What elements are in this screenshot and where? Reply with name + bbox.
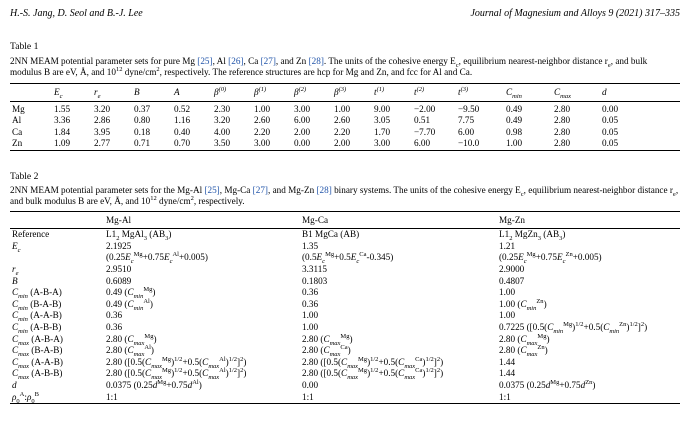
table2-cell-mgal: $L1_2$ MgAl$_3$ $(AB_3)$ (106, 229, 172, 243)
table1-col-header: $r_e$ (92, 83, 132, 101)
table2-cell-mgzn: $L1_2$ MgZn$_3$ $(AB_3)$ (499, 229, 566, 243)
table1-cell: 3.50 (214, 138, 231, 149)
page-header (10, 8, 680, 20)
table1-cell: 2.80 (554, 103, 571, 114)
table1-cell: 6.00 (294, 115, 311, 126)
table2-col-header: Mg-Ca (300, 212, 497, 229)
table1-col-header: $t^{(1)}$ (372, 83, 412, 101)
table2-row (10, 345, 680, 357)
table2-cell-mgzn: 1.00 (499, 310, 516, 321)
table2-cell-mgca: 0.36 (302, 287, 319, 298)
table2-row (10, 252, 680, 264)
parameter-label: $C_{min}$ (A-B-B) (12, 321, 62, 335)
table2-cell-mgal: 0.36 (106, 310, 123, 321)
table2-cell-mgzn: 2.80 $(C_{max}^{Mg})$ (499, 332, 550, 347)
table2-cell-mgca: B1 MgCa (AB) (302, 229, 360, 240)
table2-cell-mgca: 2.80 $(C_{max}^{Ca})$ (302, 344, 351, 358)
table1-cell: 0.00 (294, 138, 311, 149)
table2-cell-mgal: 0.6089 (106, 275, 132, 286)
parameter-label: $C_{max}$ (A-B-B) (12, 368, 63, 382)
ref-link[interactable]: [26] (228, 55, 244, 66)
ref-link[interactable]: [27] (260, 55, 276, 66)
table1-cell: 3.20 (214, 115, 231, 126)
table1-cell: 1.00 (254, 103, 271, 114)
table2-cell-mgzn: 1.44 (499, 356, 516, 367)
table1-cell: 0.49 (506, 103, 523, 114)
table2-cell-mgzn: 1.44 (499, 368, 516, 379)
table1-cell: 3.20 (94, 103, 111, 114)
table1-cell: 0.05 (602, 126, 619, 137)
table2-cell-mgca: 0.36 (302, 298, 319, 309)
table2-cell-mgal: 1:1 (106, 391, 118, 402)
table1-cell: 2.80 (554, 138, 571, 149)
table1-col-header: $E_c$ (52, 83, 92, 101)
table1-cell: 4.00 (214, 126, 231, 137)
parameter-label: $E_c$ (12, 240, 21, 254)
parameter-label: $C_{max}$ (A-B-A) (12, 333, 63, 347)
table1-cell: 1.00 (506, 138, 523, 149)
ref-link[interactable]: [27] (252, 185, 268, 196)
table2-cell-mgca: 2.80 $([0.5(C_{max}^{Mg})^{1/2}+0.5(C_{max}^{Ca})^{1/2}]^2)$ (302, 367, 444, 382)
table2-cell-mgzn: 1:1 (499, 391, 511, 402)
parameter-label: $C_{min}$ (A-A-B) (12, 310, 62, 324)
table1-row (10, 127, 680, 139)
table2-cell-mgal: 2.80 $([0.5(C_{max}^{Mg})^{1/2}+0.5(C_{max}^{Al})^{1/2}]^2)$ (106, 355, 247, 370)
table1-col-header: A (172, 83, 212, 101)
table2-cell-mgzn: 1.21 (499, 240, 516, 251)
table1-col-header (10, 83, 52, 101)
table2-cell-mgal: 2.80 $(C_{max}^{Mg})$ (106, 332, 157, 347)
element-label: Al (12, 115, 22, 126)
table2-row (10, 287, 680, 299)
table2-row (10, 299, 680, 311)
table1-header-row (10, 83, 680, 101)
table1-cell: 2.00 (294, 126, 311, 137)
table2-cell-mgzn: 0.0375 $(0.25d^{Mg}+0.75d^{Zn})$ (499, 378, 596, 390)
table1-title: Table 1 (10, 41, 39, 52)
parameter-label: $C_{min}$ (B-A-B) (12, 298, 62, 312)
table2-cell-mgca: 0.1803 (302, 275, 328, 286)
table2-col-header: Mg-Al (104, 212, 300, 229)
table2-caption: 2NN MEAM potential parameter sets for the Mg-Al [25], Mg-Ca [27], and Mg-Zn [28] binary systems. The units of the cohesive energy $E_c$, equilibrium nearest-neighbor distance $r_e$, and bulk modulus B are eV, Å, and $10^{12}$ dyne/$cm^2$, respectively. (10, 185, 679, 207)
table1-cell: 2.00 (334, 138, 351, 149)
table2-cell-mgzn: 1.00 $(C_{min}^{Zn})$ (499, 297, 547, 312)
table2-cell-mgal: 2.1925 (106, 240, 132, 251)
table1-cell: 0.00 (602, 103, 619, 114)
table1-cell: 6.00 (458, 126, 475, 137)
parameter-label: B (12, 275, 18, 286)
table1-col-header: d (600, 83, 680, 101)
table1-cell: 3.05 (374, 115, 391, 126)
parameter-label: Reference (12, 229, 50, 240)
table1-row (10, 138, 680, 150)
table2-cell-mgca: 2.80 $([0.5(C_{max}^{Mg})^{1/2}+0.5(C_{max}^{Ca})^{1/2}]^2)$ (302, 355, 444, 370)
table2-cell-mgca: 1.00 (302, 321, 319, 332)
table1-cell: 0.18 (134, 126, 151, 137)
table1-cell: 0.37 (134, 103, 151, 114)
table1-cell: 2.30 (214, 103, 231, 114)
table1-cell: 0.52 (174, 103, 191, 114)
table2-cell-mgca: 0.00 (302, 379, 319, 390)
table1-cell: 0.49 (506, 115, 523, 126)
journal-citation: Journal of Magnesium and Alloys 9 (2021) 317–335 (470, 8, 680, 19)
table1-cell: 0.71 (134, 138, 151, 149)
table2-cell-mgca: 3.3115 (302, 263, 327, 274)
table1-col-header: $\beta^{(3)}$ (332, 83, 372, 101)
table2-cell-mgzn: 1.00 (499, 287, 516, 298)
table1-cell: 2.20 (254, 126, 271, 137)
table1-col-header: $t^{(2)}$ (412, 83, 456, 101)
table2-cell-mgzn: 0.4807 (499, 275, 525, 286)
table2-row (10, 380, 680, 392)
table1-col-header: $C_{max}$ (552, 83, 600, 101)
table1-cell: 1.16 (174, 115, 191, 126)
table1-cell: 2.80 (554, 115, 571, 126)
article-page (10, 8, 680, 404)
table1-cell: −10.0 (458, 138, 480, 149)
element-label: Mg (12, 103, 25, 114)
table1-cell: 0.05 (602, 115, 619, 126)
table2-cell-mgzn: 2.80 $(C_{max}^{Zn})$ (499, 344, 548, 358)
element-label: Ca (12, 126, 23, 137)
table2-row (10, 392, 680, 404)
parameter-label: d (12, 379, 17, 390)
table1-cell: 1.09 (54, 138, 71, 149)
table1 (10, 83, 680, 151)
table1-cell: 3.36 (54, 115, 71, 126)
table1-cell: 0.05 (602, 138, 619, 149)
table1-cell: 0.98 (506, 126, 523, 137)
table1-cell: 2.77 (94, 138, 111, 149)
table1-cell: 0.40 (174, 126, 191, 137)
table2-row (10, 264, 680, 276)
table1-cell: 2.86 (94, 115, 111, 126)
table1-row (10, 115, 680, 127)
table1-col-header: $\beta^{(2)}$ (292, 83, 332, 101)
table2-cell-mgal: 0.49 $(C_{min}^{Mg})$ (106, 286, 156, 300)
table1-cell: 0.70 (174, 138, 191, 149)
table1-cell: −9.50 (458, 103, 480, 114)
table2-cell-mgca: 1:1 (302, 391, 314, 402)
table2-cell-mgal: 2.80 $(C_{max}^{Al})$ (106, 344, 154, 358)
table1-cell: 0.51 (414, 115, 431, 126)
table2-cell-mgca: $(0.5E_c^{Mg}+0.5E_c^{Ca}-0.345)$ (302, 251, 394, 266)
parameter-label: $C_{max}$ (B-A-B) (12, 345, 63, 358)
table2-cell-mgal: 0.0375 $(0.25d^{Mg}+0.75d^{Al})$ (106, 378, 202, 390)
table1-cell: 7.75 (458, 115, 475, 126)
table1-cell: 6.00 (414, 138, 431, 149)
table1-cell: 1.55 (54, 103, 71, 114)
ref-link[interactable]: [25] (197, 55, 213, 66)
table1-cell: 0.80 (134, 115, 151, 126)
table2-row (10, 241, 680, 253)
table2-row (10, 276, 680, 288)
table2-cell-mgzn: $(0.25E_c^{Mg}+0.75E_c^{Zn}+0.005)$ (499, 251, 602, 266)
table1-cell: 1.00 (334, 103, 351, 114)
element-label: Zn (12, 138, 23, 149)
table2-cell-mgal: 0.36 (106, 321, 123, 332)
parameter-label: $C_{min}$ (A-B-A) (12, 287, 62, 300)
parameter-label: $\rho_0^A:\rho_0^B$ (12, 390, 39, 405)
authors: H.-S. Jang, D. Seol and B.-J. Lee (10, 8, 143, 19)
parameter-label: $C_{max}$ (A-A-B) (12, 356, 63, 370)
table1-col-header: $C_{min}$ (504, 83, 552, 101)
table2-col-header (10, 212, 104, 229)
table1-caption: 2NN MEAM potential parameter sets for pure Mg [25], Al [26], Ca [27], and Zn [28]. The units of the cohesive energy $E_c$, equilibrium nearest-neighbor distance $r_e$, and bulk modulus B are eV, Å, and $10^{12}$ dyne/$cm^2$, respectively. The reference structures are hcp for Mg and Zn, and fcc for Al and Ca. (10, 55, 648, 77)
ref-link[interactable]: [28] (308, 55, 324, 66)
table2-cell-mgca: 2.80 $(C_{max}^{Mg})$ (302, 332, 353, 347)
parameter-label: $r_e$ (12, 263, 19, 277)
parameter-label (10, 252, 104, 264)
table1-cell: 3.00 (374, 138, 391, 149)
table1-cell: 3.00 (254, 138, 271, 149)
table1-cell: 9.00 (374, 103, 391, 114)
table2-row (10, 229, 680, 241)
table2-row (10, 368, 680, 380)
table1-col-header: $t^{(3)}$ (456, 83, 504, 101)
table2-cell-mgal: 2.9510 (106, 263, 132, 274)
table1-cell: −7.70 (414, 126, 436, 137)
table1-col-header: B (132, 83, 172, 101)
table1-cell: 1.70 (374, 126, 391, 137)
table1-row (10, 101, 680, 115)
table1-cell: 2.20 (334, 126, 351, 137)
ref-link[interactable]: [28] (316, 185, 332, 196)
table2-col-header: Mg-Zn (497, 212, 680, 229)
table1-cell: −2.00 (414, 103, 436, 114)
table1-col-header: $\beta^{(1)}$ (252, 83, 292, 101)
table1-cell: 3.95 (94, 126, 111, 137)
table2-cell-mgal: 2.80 $([0.5(C_{max}^{Mg})^{1/2}+0.5(C_{max}^{Al})^{1/2}]^2)$ (106, 367, 247, 382)
table1-cell: 2.60 (254, 115, 271, 126)
table1-cell: 1.84 (54, 126, 71, 137)
ref-link[interactable]: [25] (204, 185, 220, 196)
table2 (10, 211, 680, 404)
table2-header-row (10, 212, 680, 229)
table2-cell-mgzn: 0.7225 $([0.5(C_{min}^{Mg})^{1/2}+0.5(C_{min}^{Zn})^{1/2}]^2)$ (499, 320, 648, 335)
table2-title: Table 2 (10, 170, 39, 182)
table1-cell: 3.00 (294, 103, 311, 114)
table2-cell-mgca: 1.00 (302, 310, 319, 321)
table2-cell-mgzn: 2.9000 (499, 263, 525, 274)
table2-row (10, 357, 680, 369)
table1-cell: 2.60 (334, 115, 351, 126)
table1-cell: 2.80 (554, 126, 571, 137)
table2-cell-mgal: 0.49 $(C_{min}^{Al})$ (106, 297, 153, 312)
table1-col-header: $\beta^{(0)}$ (212, 83, 252, 101)
table2-cell-mgca: 1.35 (302, 240, 319, 251)
table2-cell-mgal: $(0.25E_c^{Mg}+0.75E_c^{Al}+0.005)$ (106, 251, 208, 266)
